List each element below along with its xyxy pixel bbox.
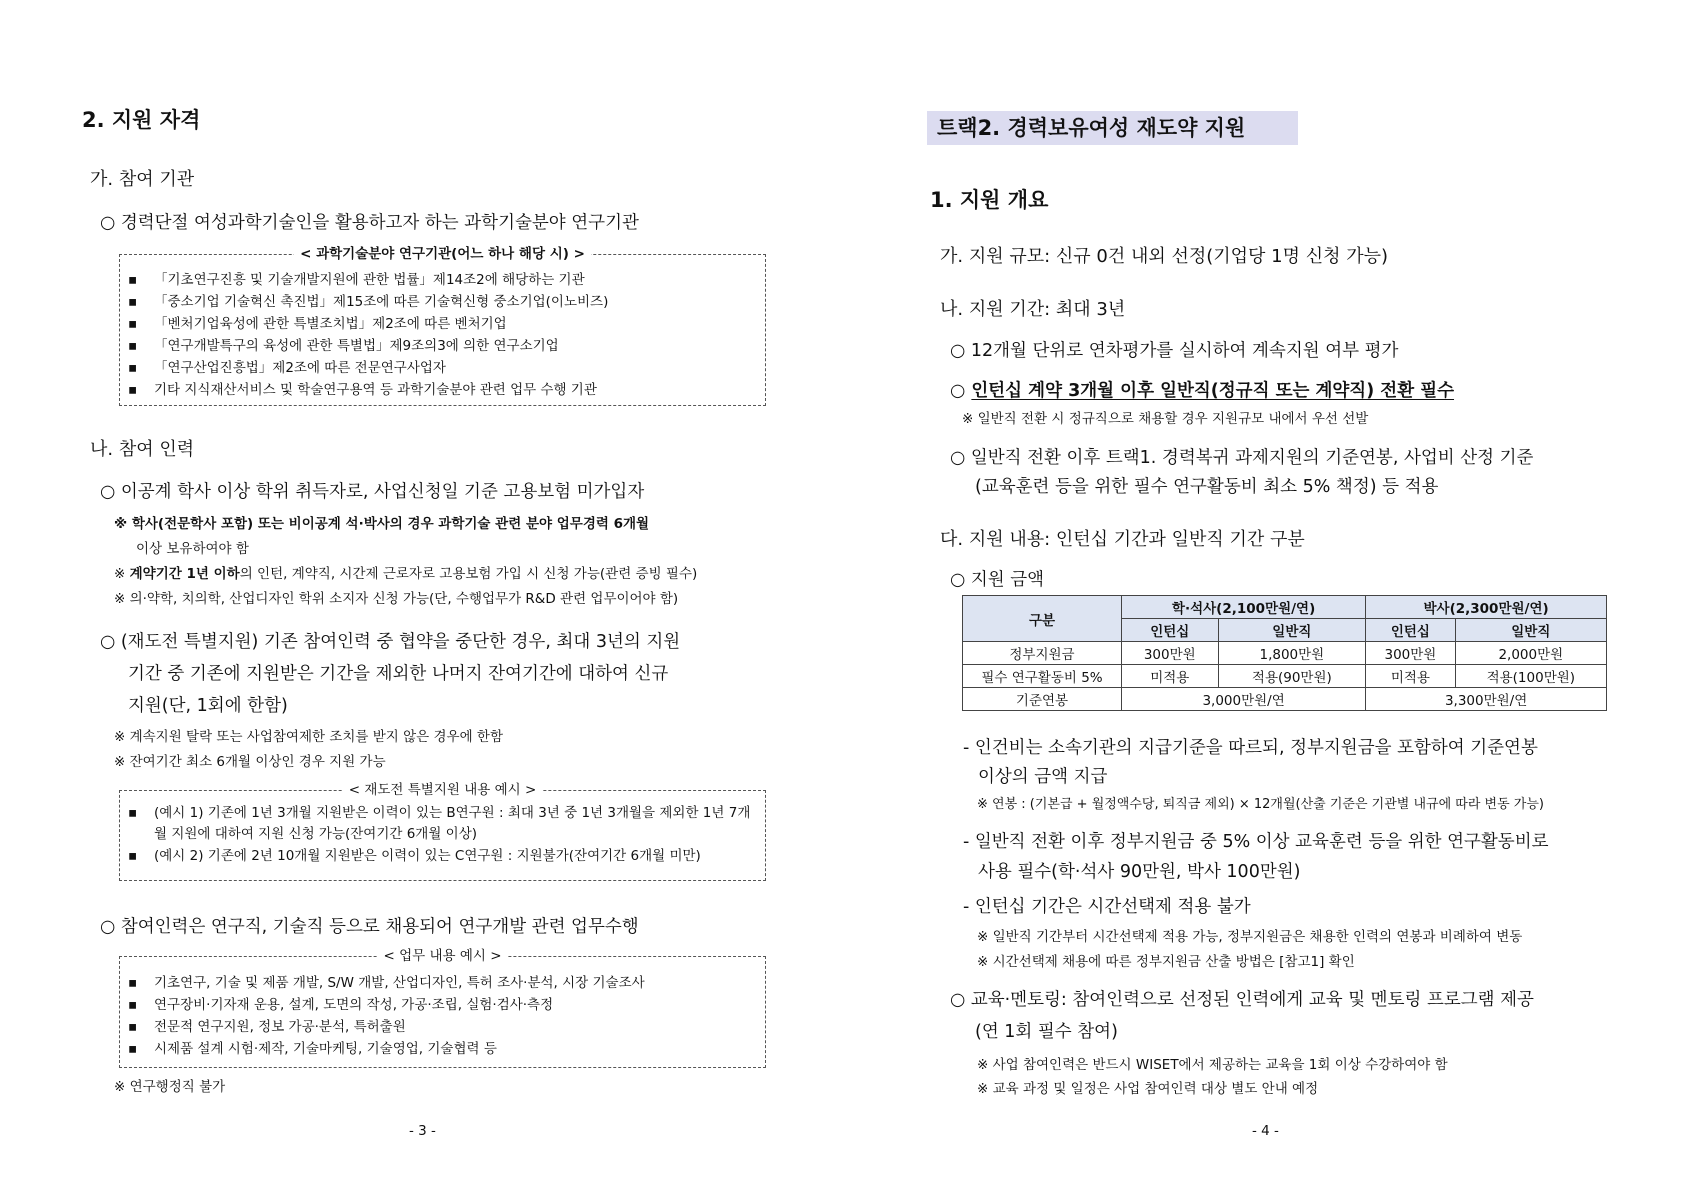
circle-item-cont: 기간 중 기존에 지원받은 기간을 제외한 나머지 잔여기간에 대하여 신규 <box>128 664 669 684</box>
subsection-title: 나. 참여 인력 <box>90 439 195 460</box>
circle-item: ○ 이공계 학사 이상 학위 취득자로, 사업신청일 기준 고용보험 미가입자 <box>100 482 645 502</box>
list-item: ▪ 기초연구, 기술 및 제품 개발, S/W 개발, 산업디자인, 특허 조사·분석, 시장 기술조사 <box>128 975 645 991</box>
note: ※ 일반직 전환 시 정규직으로 채용할 경우 지원규모 내에서 우선 선발 <box>962 411 1369 427</box>
table-header: 학·석사(2,100만원/연) <box>1122 596 1366 619</box>
circle-item-cont: 지원(단, 1회에 한함) <box>128 696 288 716</box>
note: 이상 보유하여야 함 <box>136 541 249 557</box>
example-box <box>119 782 766 881</box>
table-header: 인턴십 <box>1366 619 1455 642</box>
note: ※ 계속지원 탈락 또는 사업참여제한 조치를 받지 않은 경우에 한함 <box>114 729 503 745</box>
page-number: - 4 - <box>1252 1123 1279 1139</box>
dash-item-cont: 사용 필수(학·석사 90만원, 박사 100만원) <box>978 862 1301 882</box>
dash-item-cont: 이상의 금액 지급 <box>978 767 1108 787</box>
note: ※ 교육 과정 및 일정은 사업 참여인력 대상 별도 안내 예정 <box>977 1081 1319 1097</box>
dash-item: - 인건비는 소속기관의 지급기준을 따르되, 정부지원금을 포함하여 기준연봉 <box>963 738 1538 758</box>
list-item: ▪ 전문적 연구지원, 정보 가공·분석, 특허출원 <box>128 1019 406 1035</box>
box-title: < 과학기술분야 연구기관(어느 하나 해당 시) > <box>294 246 591 262</box>
note: ※ 연구행정직 불가 <box>114 1079 226 1095</box>
circle-item-cont: (교육훈련 등을 위한 필수 연구활동비 최소 5% 책정) 등 적용 <box>975 477 1439 497</box>
dash-item: - 인턴십 기간은 시간선택제 적용 불가 <box>963 897 1251 917</box>
table-header: 인턴십 <box>1122 619 1219 642</box>
list-item: ▪ 「중소기업 기술혁신 촉진법」제15조에 따른 기술혁신형 중소기업(이노비즈) <box>128 294 609 310</box>
note: ※ 사업 참여인력은 반드시 WISET에서 제공하는 교육을 1회 이상 수강하여야 함 <box>977 1057 1448 1073</box>
note: ※ 계약기간 1년 이하의 인턴, 계약직, 시간제 근로자로 고용보험 가입 시 신청 가능(관련 증빙 필수) <box>114 566 698 582</box>
list-item: ▪ 기타 지식재산서비스 및 학술연구용역 등 과학기술분야 관련 업무 수행 기관 <box>128 382 597 398</box>
note: ※ 연봉 : (기본급 + 월정액수당, 퇴직금 제외) × 12개월(산출 기준은 기관별 내규에 따라 변동 가능) <box>977 797 1544 812</box>
table-row: 정부지원금 300만원 1,800만원 300만원 2,000만원 <box>963 642 1607 665</box>
box-title: < 업무 내용 예시 > <box>377 948 507 964</box>
list-item: ▪ (예시 2) 기존에 2년 10개월 지원받은 이력이 있는 C연구원 : 지원불가(잔여기간 6개월 미만) <box>128 848 701 864</box>
table-header: 일반직 <box>1455 619 1606 642</box>
table-header: 박사(2,300만원/연) <box>1366 596 1607 619</box>
note: ※ 일반직 기간부터 시간선택제 적용 가능, 정부지원금은 채용한 인력의 연봉과 비례하여 변동 <box>977 929 1523 945</box>
circle-item: ○ (재도전 특별지원) 기존 참여인력 중 협약을 중단한 경우, 최대 3년의 지원 <box>100 632 681 652</box>
table-row: 필수 연구활동비 5% 미적용 적용(90만원) 미적용 적용(100만원) <box>963 665 1607 688</box>
subsection-title: 가. 지원 규모: 신규 0건 내외 선정(기업당 1명 신청 가능) <box>940 246 1388 267</box>
dash-item: - 일반직 전환 이후 정부지원금 중 5% 이상 교육훈련 등을 위한 연구활동비로 <box>963 832 1549 852</box>
list-item: ▪ 「벤처기업육성에 관한 특별조치법」제2조에 따른 벤처기업 <box>128 316 507 332</box>
support-table <box>962 595 1607 711</box>
list-item: ▪ 「기초연구진흥 및 기술개발지원에 관한 법률」제14조2에 해당하는 기관 <box>128 272 585 288</box>
track-title: 트랙2. 경력보유여성 재도약 지원 <box>927 111 1298 145</box>
subsection-title: 나. 지원 기간: 최대 3년 <box>940 299 1126 320</box>
subsection-title: 가. 참여 기관 <box>90 169 195 190</box>
circle-item-cont: (연 1회 필수 참여) <box>975 1022 1118 1042</box>
list-item: ▪ (예시 1) 기존에 1년 3개월 지원받은 이력이 있는 B연구원 : 최대 3년 중 1년 3개월을 제외한 1년 7개월 지원에 대하여 지원 신청 가능(잔여기간 6개월 이상) <box>128 805 751 842</box>
list-item: ▪ 「연구개발특구의 육성에 관한 특별법」제9조의3에 의한 연구소기업 <box>128 338 559 354</box>
list-item: ▪ 「연구산업진흥법」제2조에 따른 전문연구사업자 <box>128 360 446 376</box>
circle-item: ○ 경력단절 여성과학기술인을 활용하고자 하는 과학기술분야 연구기관 <box>100 213 639 233</box>
org-box <box>119 246 766 406</box>
circle-item-highlight: ○ 인턴십 계약 3개월 이후 일반직(정규직 또는 계약직) 전환 필수 <box>950 381 1455 401</box>
box-title: < 재도전 특별지원 내용 예시 > <box>343 782 543 798</box>
note: ※ 시간선택제 채용에 따른 정부지원금 산출 방법은 [참고1] 확인 <box>977 954 1355 970</box>
table-row: 기준연봉 3,000만원/연 3,300만원/연 <box>963 688 1607 711</box>
circle-item: ○ 일반직 전환 이후 트랙1. 경력복귀 과제지원의 기준연봉, 사업비 산정 기준 <box>950 448 1534 468</box>
list-item: ▪ 시제품 설계 시험·제작, 기술마케팅, 기술영업, 기술협력 등 <box>128 1041 497 1057</box>
task-box <box>119 948 766 1068</box>
note: ※ 학사(전문학사 포함) 또는 비이공계 석·박사의 경우 과학기술 관련 분야 업무경력 6개월 <box>114 516 650 532</box>
section-heading: 1. 지원 개요 <box>930 188 1049 212</box>
table-header: 구분 <box>963 596 1122 642</box>
circle-item: ○ 교육·멘토링: 참여인력으로 선정된 인력에게 교육 및 멘토링 프로그램 제공 <box>950 990 1534 1010</box>
note: ※ 의·약학, 치의학, 산업디자인 학위 소지자 신청 가능(단, 수행업무가 R&D 관련 업무이어야 함) <box>114 591 679 607</box>
circle-item: ○ 지원 금액 <box>950 570 1045 590</box>
section-heading: 2. 지원 자격 <box>82 108 201 132</box>
circle-item: ○ 참여인력은 연구직, 기술직 등으로 채용되어 연구개발 관련 업무수행 <box>100 917 639 937</box>
page-number: - 3 - <box>409 1123 436 1139</box>
subsection-title: 다. 지원 내용: 인턴십 기간과 일반직 기간 구분 <box>940 529 1305 550</box>
note: ※ 잔여기간 최소 6개월 이상인 경우 지원 가능 <box>114 754 386 770</box>
table-header: 일반직 <box>1218 619 1366 642</box>
circle-item: ○ 12개월 단위로 연차평가를 실시하여 계속지원 여부 평가 <box>950 341 1399 361</box>
list-item: ▪ 연구장비·기자재 운용, 설계, 도면의 작성, 가공·조립, 실험·검사·측정 <box>128 997 554 1013</box>
